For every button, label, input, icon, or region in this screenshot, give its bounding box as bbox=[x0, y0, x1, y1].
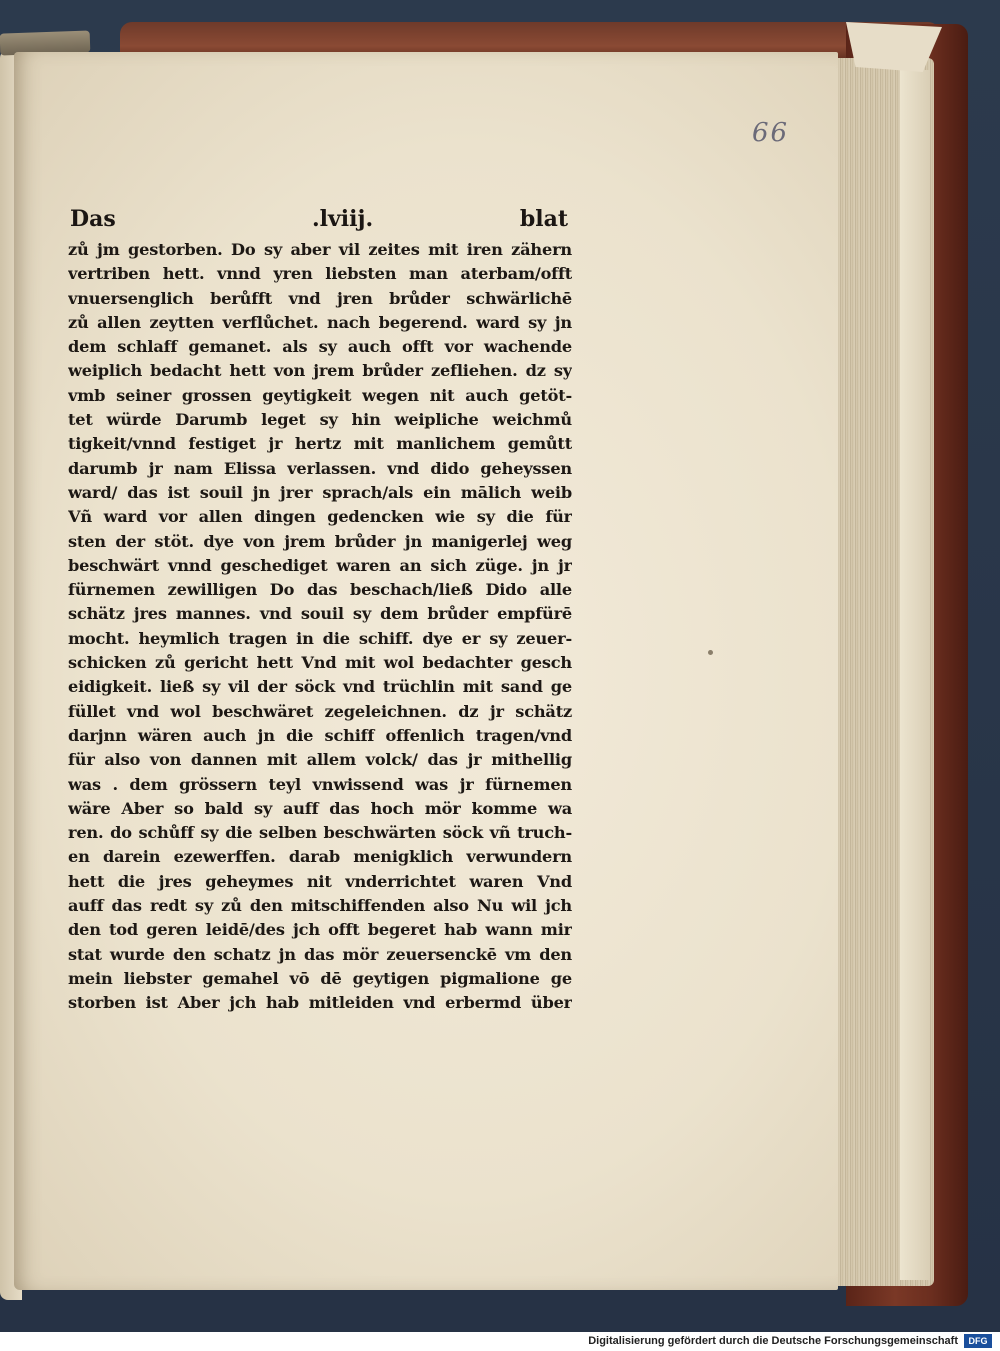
text-line: mein liebster gemahel vō dē geytigen pigmalione ge bbox=[68, 968, 572, 988]
text-line: tet würde Darumb leget sy hin weipliche weichmů bbox=[68, 410, 572, 430]
text-line: beschwärt vnnd geschediget waren an sich züge. jn jr bbox=[68, 555, 572, 575]
footer-credit: Digitalisierung gefördert durch die Deutsche Forschungsgemeinschaft bbox=[588, 1335, 958, 1347]
header-left: Das bbox=[70, 206, 116, 232]
text-line: vmb seiner grossen geytigkeit wegen nit auch getöt- bbox=[68, 385, 572, 405]
text-line: den tod geren leidē/des jch offt begeret hab wann mir bbox=[68, 920, 572, 940]
running-header bbox=[70, 206, 568, 236]
text-line: dem schlaff gemanet. als sy auch offt vor wachende bbox=[68, 337, 572, 357]
page-stack-inner bbox=[900, 70, 930, 1280]
text-line: füllet vnd wol beschwäret zegeleichnen. dz jr schätz bbox=[68, 701, 572, 721]
text-line: fürnemen zewilligen Do das beschach/ließ Dido alle bbox=[68, 580, 572, 600]
header-right: blat bbox=[519, 206, 568, 232]
text-line: für also von dannen mit allem volck/ das jr mithellig bbox=[68, 750, 572, 770]
text-line: en darein ezewerffen. darab menigklich verwundern bbox=[68, 847, 572, 867]
text-line: hett die jres geheymes nit vnderrichtet waren Vnd bbox=[68, 871, 572, 891]
folio-note: 66 bbox=[752, 118, 790, 148]
text-line: sten der stöt. dye von jrem brůder jn manigerlej weg bbox=[68, 531, 572, 551]
body-text bbox=[68, 238, 572, 1016]
text-line: darumb jr nam Elissa verlassen. vnd dido geheyssen bbox=[68, 458, 572, 478]
text-line: vertriben hett. vnnd yren liebsten man aterbam/offt bbox=[68, 264, 572, 284]
text-line: zů allen zeytten verflůchet. nach begerend. ward sy jn bbox=[68, 312, 572, 332]
dfg-logo: DFG bbox=[964, 1334, 992, 1348]
text-line: tigkeit/vnnd festiget jr hertz mit manlichem gemůtt bbox=[68, 434, 572, 454]
text-line: Vñ ward vor allen dingen gedencken wie sy die für bbox=[68, 507, 572, 527]
text-line: wäre Aber so bald sy auff das hoch mör komme wa bbox=[68, 798, 572, 818]
header-folio: .lviij. bbox=[312, 206, 374, 232]
text-line: schätz jres mannes. vnd souil sy dem brůder empfürē bbox=[68, 604, 572, 624]
text-line: ward/ das ist souil jn jrer sprach/als ein mālich weib bbox=[68, 482, 572, 502]
text-line: darjnn wären auch jn die schiff offenlich tragen/vnd bbox=[68, 725, 572, 745]
text-line: was . dem grössern teyl vnwissend was jr fürnemen bbox=[68, 774, 572, 794]
text-line: ren. do schůff sy die selben beschwärten söck vñ truch- bbox=[68, 823, 572, 843]
text-line: vnuersenglich berůfft vnd jren brůder schwärlichē bbox=[68, 288, 572, 308]
text-line: zů jm gestorben. Do sy aber vil zeites mit iren zähern bbox=[68, 240, 572, 259]
text-line: storben ist Aber jch hab mitleiden vnd erbermd über bbox=[68, 993, 572, 1013]
text-line: auff das redt sy zů den mitschiffenden also Nu wil jch bbox=[68, 896, 572, 916]
text-line: weiplich bedacht hett von jrem brůder zefliehen. dz sy bbox=[68, 361, 572, 381]
paper-spot bbox=[708, 650, 713, 655]
text-line: schicken zů gericht hett Vnd mit wol bedachter gesch bbox=[68, 653, 572, 673]
text-line: stat wurde den schatz jn das mör zeuersenckē vm den bbox=[68, 944, 572, 964]
text-line: eidigkeit. ließ sy vil der söck vnd trüchlin mit sand ge bbox=[68, 677, 572, 697]
text-line: mocht. heymlich tragen in die schiff. dye er sy zeuer- bbox=[68, 628, 572, 648]
